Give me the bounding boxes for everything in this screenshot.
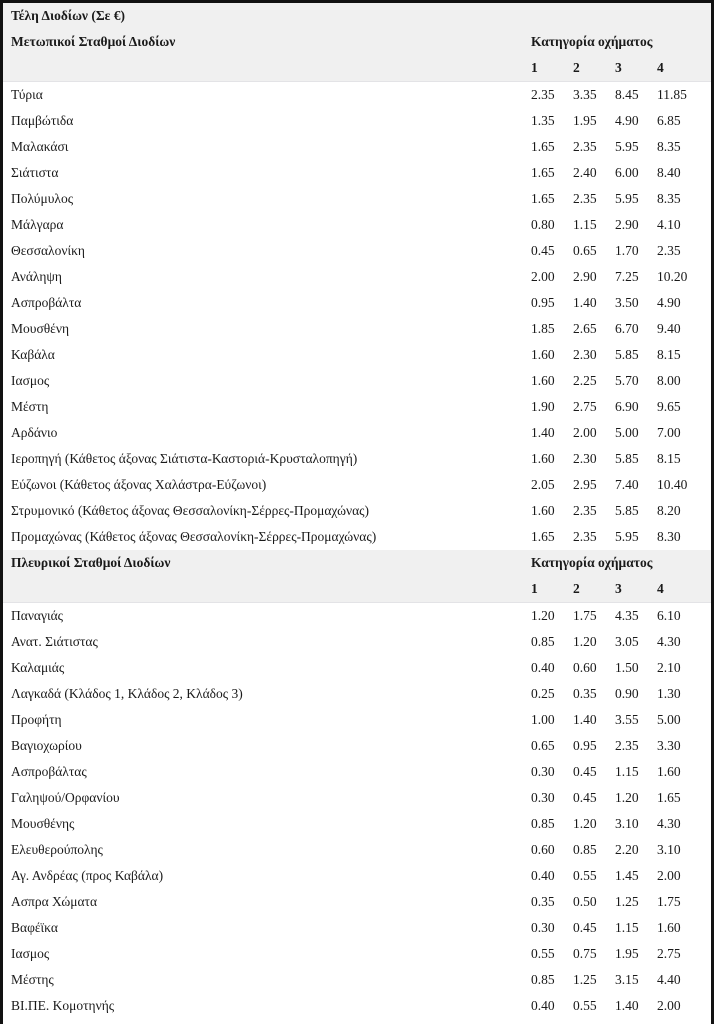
- station-name: Μάλγαρα: [11, 217, 64, 232]
- station-name: Ασπροβάλτας: [11, 764, 87, 779]
- fee-category-1: 1.35: [531, 113, 555, 128]
- fee-category-4: 2.10: [657, 660, 681, 675]
- fee-category-2: 2.65: [573, 321, 597, 336]
- fee-category-2: 0.45: [573, 790, 597, 805]
- fee-category-4: 5.00: [657, 712, 681, 727]
- fee-category-3: 3.50: [615, 295, 639, 310]
- fee-category-2: 3.35: [573, 87, 597, 102]
- fee-category-3: 1.15: [615, 920, 639, 935]
- station-name: Βαγιοχωρίου: [11, 738, 82, 753]
- page-title: Τέλη Διοδίων (Σε €): [3, 3, 711, 29]
- fee-category-4: 2.75: [657, 946, 681, 961]
- fee-category-3: 6.90: [615, 399, 639, 414]
- station-name: Ανάληψη: [11, 269, 62, 284]
- fee-category-2: 0.45: [573, 764, 597, 779]
- fee-category-3: 1.70: [615, 243, 639, 258]
- table-row: [3, 212, 711, 238]
- table-row: [3, 394, 711, 420]
- category-header-2: 2: [573, 576, 615, 603]
- category-header-3: 3: [615, 55, 657, 82]
- fee-category-4: 7.00: [657, 425, 681, 440]
- section-header-label: Πλευρικοί Σταθμοί Διοδίων: [3, 550, 531, 576]
- category-header-4: 4: [657, 55, 711, 82]
- station-name: Παναγιάς: [11, 608, 64, 623]
- station-name: Μουσθένης: [11, 816, 75, 831]
- fee-category-3: 1.50: [615, 660, 639, 675]
- fee-category-3: 4.90: [615, 113, 639, 128]
- document-title-row: [3, 3, 711, 29]
- fee-category-3: 3.10: [615, 816, 639, 831]
- table-row: [3, 655, 711, 681]
- station-name: Μέστη: [11, 399, 49, 414]
- fee-category-2: 0.60: [573, 660, 597, 675]
- fee-category-1: 0.40: [531, 868, 555, 883]
- fee-category-3: 5.95: [615, 191, 639, 206]
- category-header-1: 1: [531, 576, 573, 603]
- station-name: Ιασμος: [11, 373, 50, 388]
- station-name: Μαλακάσι: [11, 139, 69, 154]
- fee-category-1: 1.65: [531, 191, 555, 206]
- fee-category-2: 1.15: [573, 217, 597, 232]
- fee-category-2: 2.35: [573, 191, 597, 206]
- fee-category-2: 0.50: [573, 894, 597, 909]
- category-header-2: 2: [573, 55, 615, 82]
- table-row: [3, 707, 711, 733]
- table-row: [3, 238, 711, 264]
- fee-category-2: 1.20: [573, 816, 597, 831]
- fee-category-4: 4.40: [657, 972, 681, 987]
- fee-category-3: 5.95: [615, 529, 639, 544]
- fee-category-4: 9.40: [657, 321, 681, 336]
- table-row: [3, 342, 711, 368]
- station-name: Ιασμος: [11, 946, 50, 961]
- station-name: Αγ. Ανδρέας (προς Καβάλα): [11, 868, 164, 883]
- fee-category-1: 1.65: [531, 139, 555, 154]
- fee-category-1: 1.85: [531, 321, 555, 336]
- fee-category-3: 1.95: [615, 946, 639, 961]
- station-name: Στρυμονικό (Κάθετος άξονας Θεσσαλονίκη-Σέρρες-Προμαχώνας): [11, 503, 369, 518]
- station-name: Γαληψού/Ορφανίου: [11, 790, 120, 805]
- fee-category-2: 0.75: [573, 946, 597, 961]
- section-header-row: [3, 550, 711, 576]
- fee-category-1: 0.30: [531, 790, 555, 805]
- fee-category-3: 2.90: [615, 217, 639, 232]
- fee-category-2: 0.35: [573, 686, 597, 701]
- table-row: [3, 681, 711, 707]
- fee-category-1: 0.60: [531, 842, 555, 857]
- table-row: [3, 967, 711, 993]
- station-name: Μέστης: [11, 972, 54, 987]
- fee-category-3: 8.45: [615, 87, 639, 102]
- station-name: Ιεροπηγή (Κάθετος άξονας Σιάτιστα-Καστοριά-Κρυσταλοπηγή): [11, 451, 358, 466]
- fee-category-2: 2.25: [573, 373, 597, 388]
- station-name: Καλαμιάς: [11, 660, 65, 675]
- fee-category-2: 0.95: [573, 738, 597, 753]
- station-name: Ασπροβάλτα: [11, 295, 82, 310]
- fee-category-4: 8.30: [657, 529, 681, 544]
- fee-category-2: 1.40: [573, 295, 597, 310]
- station-name: Ασπρα Χώματα: [11, 894, 98, 909]
- station-name: Λαγκαδά (Κλάδος 1, Κλάδος 2, Κλάδος 3): [11, 686, 243, 701]
- fee-category-4: 1.75: [657, 894, 681, 909]
- fee-category-1: 1.60: [531, 503, 555, 518]
- fee-category-2: 0.55: [573, 998, 597, 1013]
- fee-category-2: 1.25: [573, 972, 597, 987]
- table-row: [3, 889, 711, 915]
- category-group-label: Κατηγορία οχήματος: [531, 29, 711, 55]
- fee-category-1: 0.85: [531, 634, 555, 649]
- fee-category-4: 10.20: [657, 269, 688, 284]
- fee-category-2: 1.95: [573, 113, 597, 128]
- fee-category-1: 1.40: [531, 425, 555, 440]
- category-header-spacer: [3, 55, 531, 82]
- table-row: [3, 629, 711, 655]
- fee-category-4: 2.00: [657, 868, 681, 883]
- fee-category-2: 1.20: [573, 634, 597, 649]
- fee-category-3: 6.00: [615, 165, 639, 180]
- table-row: [3, 134, 711, 160]
- station-name: Ελευθερούπολης: [11, 842, 103, 857]
- fee-category-3: 5.85: [615, 503, 639, 518]
- fee-category-1: 0.30: [531, 764, 555, 779]
- fee-category-4: 10.40: [657, 477, 688, 492]
- fee-category-4: 4.30: [657, 816, 681, 831]
- fee-category-2: 2.35: [573, 139, 597, 154]
- station-name: Αρδάνιο: [11, 425, 58, 440]
- fee-category-2: 1.75: [573, 608, 597, 623]
- fee-category-2: 0.65: [573, 243, 597, 258]
- fee-category-1: 2.05: [531, 477, 555, 492]
- fee-category-1: 0.45: [531, 243, 555, 258]
- fee-category-3: 3.05: [615, 634, 639, 649]
- fee-category-1: 1.20: [531, 608, 555, 623]
- table-row: [3, 915, 711, 941]
- fee-category-2: 1.40: [573, 712, 597, 727]
- toll-fees-table: [3, 3, 711, 1019]
- fee-category-4: 2.00: [657, 998, 681, 1013]
- fee-category-2: 2.90: [573, 269, 597, 284]
- table-row: [3, 941, 711, 967]
- station-name: Σιάτιστα: [11, 165, 59, 180]
- fee-category-4: 3.10: [657, 842, 681, 857]
- category-header-row: [3, 55, 711, 82]
- station-name: Τύρια: [11, 87, 43, 102]
- fee-category-2: 2.30: [573, 347, 597, 362]
- fee-category-1: 0.35: [531, 894, 555, 909]
- fee-category-1: 1.60: [531, 373, 555, 388]
- table-row: [3, 264, 711, 290]
- fee-category-4: 1.60: [657, 764, 681, 779]
- fee-category-4: 9.65: [657, 399, 681, 414]
- fee-category-1: 0.25: [531, 686, 555, 701]
- station-name: Καβάλα: [11, 347, 55, 362]
- category-header-row: [3, 576, 711, 603]
- fee-category-3: 2.35: [615, 738, 639, 753]
- fee-category-4: 2.35: [657, 243, 681, 258]
- fee-category-1: 0.80: [531, 217, 555, 232]
- fee-category-1: 1.65: [531, 529, 555, 544]
- fee-category-4: 3.30: [657, 738, 681, 753]
- table-row: [3, 368, 711, 394]
- fee-category-4: 8.35: [657, 139, 681, 154]
- fee-category-1: 0.40: [531, 660, 555, 675]
- fee-category-2: 2.30: [573, 451, 597, 466]
- fee-category-4: 8.15: [657, 347, 681, 362]
- station-name: Ανατ. Σιάτιστας: [11, 634, 98, 649]
- fee-category-4: 8.35: [657, 191, 681, 206]
- fee-category-1: 1.00: [531, 712, 555, 727]
- station-name: Προφήτη: [11, 712, 62, 727]
- fee-category-1: 0.85: [531, 972, 555, 987]
- table-row: [3, 82, 711, 109]
- fee-category-2: 2.35: [573, 529, 597, 544]
- fee-category-2: 2.40: [573, 165, 597, 180]
- section-header-row: [3, 29, 711, 55]
- station-name: Παμβώτιδα: [11, 113, 74, 128]
- table-row: [3, 863, 711, 889]
- station-name: Προμαχώνας (Κάθετος άξονας Θεσσαλονίκη-Σέρρες-Προμαχώνας): [11, 529, 377, 544]
- fee-category-3: 1.40: [615, 998, 639, 1013]
- table-row: [3, 446, 711, 472]
- fee-category-3: 5.00: [615, 425, 639, 440]
- fee-category-3: 2.20: [615, 842, 639, 857]
- fee-category-4: 1.65: [657, 790, 681, 805]
- fee-category-2: 0.85: [573, 842, 597, 857]
- category-header-1: 1: [531, 55, 573, 82]
- fee-category-3: 4.35: [615, 608, 639, 623]
- fee-category-2: 2.95: [573, 477, 597, 492]
- fee-category-1: 1.60: [531, 347, 555, 362]
- fee-category-4: 8.00: [657, 373, 681, 388]
- fee-category-1: 1.65: [531, 165, 555, 180]
- fee-category-4: 4.10: [657, 217, 681, 232]
- table-row: [3, 186, 711, 212]
- table-row: [3, 160, 711, 186]
- fee-category-3: 1.25: [615, 894, 639, 909]
- fee-category-3: 1.15: [615, 764, 639, 779]
- fee-category-4: 8.20: [657, 503, 681, 518]
- fee-category-3: 1.45: [615, 868, 639, 883]
- fee-category-2: 0.55: [573, 868, 597, 883]
- section-header-label: Μετωπικοί Σταθμοί Διοδίων: [3, 29, 531, 55]
- table-row: [3, 785, 711, 811]
- fee-category-4: 6.10: [657, 608, 681, 623]
- fee-category-4: 4.90: [657, 295, 681, 310]
- table-row: [3, 759, 711, 785]
- table-row: [3, 603, 711, 630]
- category-group-label: Κατηγορία οχήματος: [531, 550, 711, 576]
- fee-category-3: 5.85: [615, 347, 639, 362]
- fee-category-1: 1.90: [531, 399, 555, 414]
- station-name: Εύζωνοι (Κάθετος άξονας Χαλάστρα-Εύζωνοι): [11, 477, 267, 492]
- category-header-spacer: [3, 576, 531, 603]
- category-header-4: 4: [657, 576, 711, 603]
- fee-category-1: 0.40: [531, 998, 555, 1013]
- table-row: [3, 108, 711, 134]
- table-row: [3, 524, 711, 550]
- fee-category-2: 2.00: [573, 425, 597, 440]
- fee-category-3: 5.85: [615, 451, 639, 466]
- fee-category-1: 1.60: [531, 451, 555, 466]
- fee-category-4: 4.30: [657, 634, 681, 649]
- fee-category-3: 3.55: [615, 712, 639, 727]
- fee-category-4: 6.85: [657, 113, 681, 128]
- fee-category-3: 7.40: [615, 477, 639, 492]
- fee-category-1: 0.95: [531, 295, 555, 310]
- fee-category-4: 1.30: [657, 686, 681, 701]
- fee-category-4: 8.40: [657, 165, 681, 180]
- table-row: [3, 811, 711, 837]
- fee-category-3: 5.70: [615, 373, 639, 388]
- table-row: [3, 498, 711, 524]
- fee-category-4: 11.85: [657, 87, 687, 102]
- station-name: Πολύμυλος: [11, 191, 74, 206]
- station-name: ΒΙ.ΠΕ. Κομοτηνής: [11, 998, 115, 1013]
- fee-category-4: 8.15: [657, 451, 681, 466]
- fee-category-1: 0.85: [531, 816, 555, 831]
- station-name: Βαφέϊκα: [11, 920, 58, 935]
- table-row: [3, 420, 711, 446]
- fee-category-2: 2.75: [573, 399, 597, 414]
- fee-category-3: 3.15: [615, 972, 639, 987]
- fee-category-1: 0.55: [531, 946, 555, 961]
- fee-category-3: 6.70: [615, 321, 639, 336]
- fee-category-3: 5.95: [615, 139, 639, 154]
- fee-category-4: 1.60: [657, 920, 681, 935]
- table-row: [3, 290, 711, 316]
- table-row: [3, 316, 711, 342]
- table-row: [3, 472, 711, 498]
- fee-category-1: 2.00: [531, 269, 555, 284]
- category-header-3: 3: [615, 576, 657, 603]
- fee-category-2: 0.45: [573, 920, 597, 935]
- table-row: [3, 837, 711, 863]
- fee-category-1: 0.65: [531, 738, 555, 753]
- station-name: Μουσθένη: [11, 321, 70, 336]
- station-name: Θεσσαλονίκη: [11, 243, 85, 258]
- fee-category-3: 1.20: [615, 790, 639, 805]
- table-row: [3, 733, 711, 759]
- fee-category-3: 0.90: [615, 686, 639, 701]
- fee-category-1: 2.35: [531, 87, 555, 102]
- fee-category-3: 7.25: [615, 269, 639, 284]
- table-row: [3, 993, 711, 1019]
- fee-category-1: 0.30: [531, 920, 555, 935]
- fee-category-2: 2.35: [573, 503, 597, 518]
